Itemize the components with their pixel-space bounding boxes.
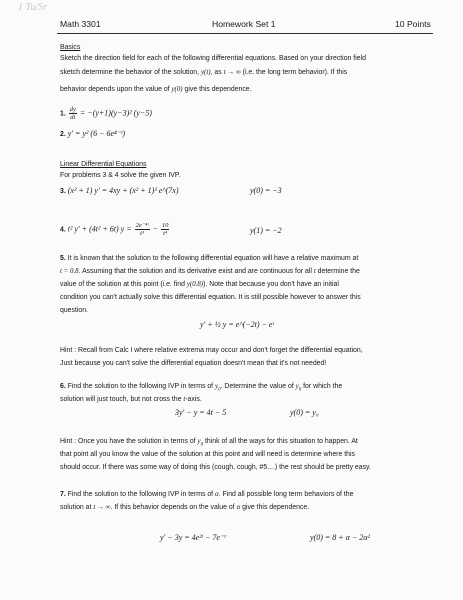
equation-6: 3y′ − y = 4t − 5 xyxy=(175,408,227,417)
problem-4: 4. t² y′ + (4t² + 6t) y = $\frac{\text{2e⁻⁴ᵗ}}{\text{t³}}$ − $\frac{10}{\text{t⁴}}$ xyxy=(60,222,169,237)
header-rule xyxy=(57,33,433,34)
equation-5: y′ + ½ y = e^(−2t) − eᵗ xyxy=(200,320,274,329)
linear-intro: For problems 3 & 4 solve the given IVP. xyxy=(60,172,181,179)
basics-intro-1: Sketch the direction field for each of the following differential equations. Based on your direction field xyxy=(60,55,366,62)
course-number: Math 3301 xyxy=(60,19,101,29)
equation-3: (x² + 1) y′ = 4xy + (x² + 1)³ e^(7x) xyxy=(67,186,179,195)
basics-intro-2: sketch determine the behavior of the solution, y(t), as t → ∞ (i.e. the long term behavior). If this xyxy=(60,69,348,76)
linear-heading: Linear Differential Equations xyxy=(60,161,147,168)
problem-5-line-1: 5. It is known that the solution to the following differential equation will have a relative maximum at xyxy=(60,255,359,262)
problem-6-hint-3: should occur. If there was some way of doing this (cough, cough, #5....) the rest should be pretty easy. xyxy=(60,464,371,471)
problem-3: 3. (x² + 1) y′ = 4xy + (x² + 1)³ e^(7x) xyxy=(60,186,179,195)
problem-6-line-2: solution will just touch, but not cross the t-axis. xyxy=(60,396,202,403)
problem-4-initial-condition: y(1) = −2 xyxy=(250,226,282,235)
problem-1: 1. $\frac{dy}{dt}$ = −(y+1)(y−3)² (y−5) xyxy=(60,106,152,121)
problem-5-hint-1: Hint : Recall from Calc I where relative extrema may occur and don't forget the differential equation, xyxy=(60,347,363,354)
assignment-title: Homework Set 1 xyxy=(212,19,276,29)
basics-heading: Basics xyxy=(60,44,81,51)
problem-5-line-5: question. xyxy=(60,307,88,314)
equation-4-lhs: t² y′ + (4t² + 6t) y = xyxy=(67,224,132,234)
problem-6-line-1: 6. Find the solution to the following IVP in terms of $y_0$. Determine the value of $y_0$ for which the xyxy=(60,383,343,393)
problem-2: 2. y′ = y² (6 − 6e⁴⁻ᵗ) xyxy=(60,129,126,138)
problem-5-hint-2: Just because you can't solve the differential equation doesn't mean that it's not needed! xyxy=(60,360,327,367)
problem-5-line-3: value of the solution at this point (i.e. find y(0.8)). Note that because you don't have an initial xyxy=(60,281,339,288)
equation-1: = −(y+1)(y−3)² (y−5) xyxy=(79,108,152,118)
problem-6-hint-1: Hint : Once you have the solution in terms of $y_0$ think of all the ways for this situation to happen. At xyxy=(60,438,358,448)
problem-5-line-2: t = 0.8. Assuming that the solution and its derivative exist and are continuous for all t determine the xyxy=(60,268,360,275)
points-total: 10 Points xyxy=(395,19,431,29)
scan-mark: 1 Tu/Sr xyxy=(18,2,48,13)
problem-6-hint-2: that point all you know the value of the solution at this point and will need is determine where this xyxy=(60,451,355,458)
problem-7-line-2: solution at t → ∞. If this behavior depends on the value of α give this dependence. xyxy=(60,504,310,511)
problem-3-initial-condition: y(0) = −3 xyxy=(250,186,282,195)
basics-intro-3: behavior depends upon the value of y(0) give this dependence. xyxy=(60,86,252,93)
problem-7-line-1: 7. Find the solution to the following IVP in terms of α. Find all possible long term behaviors of the xyxy=(60,491,354,498)
equation-2: y′ = y² (6 − 6e⁴⁻ᵗ) xyxy=(67,129,126,138)
problem-6-initial-condition: y(0) = y₀ xyxy=(290,408,319,417)
problem-5-line-4: condition you can't actually solve this differential equation. It is still possible however to answer this xyxy=(60,294,361,301)
problem-7-initial-condition: y(0) = 8 + α − 2α² xyxy=(310,533,370,542)
equation-7: y′ − 3y = 4e²ᵗ − 7e⁻ᵗ xyxy=(160,533,226,542)
